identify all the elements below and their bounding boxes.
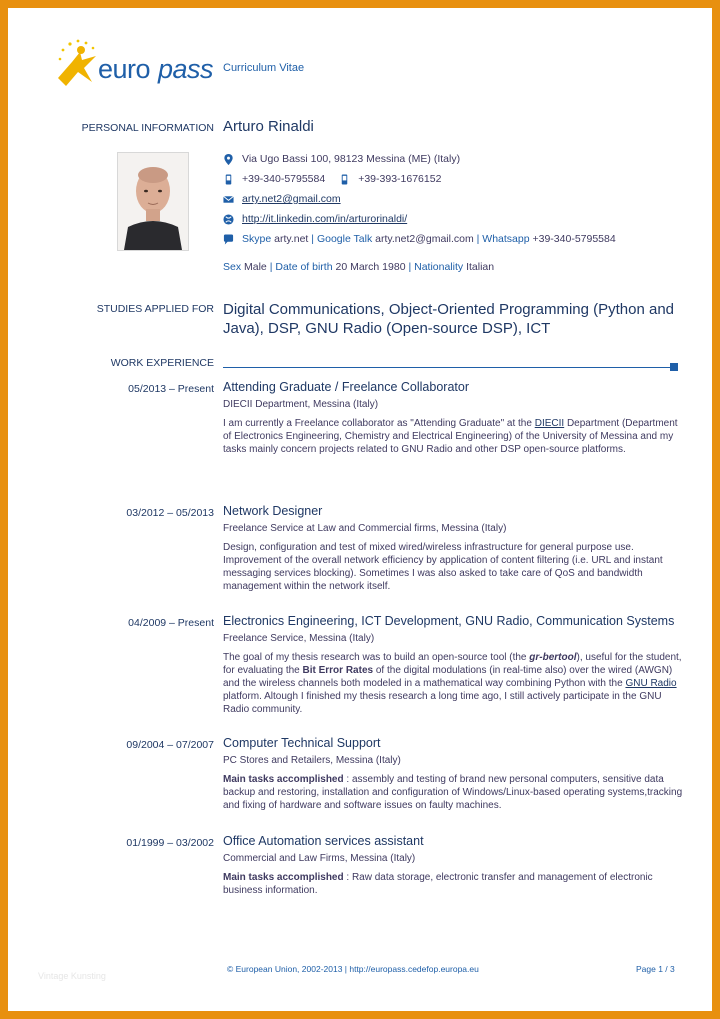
section-label-personal: PERSONAL INFORMATION xyxy=(81,122,214,134)
job-description-text: Department (Department of Electronics Engineering, Chemistry and Electrical Engineering) of the University of Messina and my tasks mainly concern projects related to GNU Radio and other DSP open-source platforms. xyxy=(223,418,678,455)
job-description-text: of the digital modulations (in real-time also) over the wired (AWGN) and the wireless channels both modeled in a mathematical way combining Python with the xyxy=(223,665,673,689)
separator: | xyxy=(311,233,315,245)
whatsapp-label: Whatsapp xyxy=(482,233,530,245)
job-description-text: : Raw data storage, electronic transfer and management of electronic business information. xyxy=(223,872,653,896)
logo-text-euro: euro xyxy=(98,54,151,84)
skype-label: Skype xyxy=(242,233,272,245)
website-link[interactable]: http://it.linkedin.com/in/arturorinaldi/ xyxy=(242,213,408,225)
phone-2: +39-393-1676152 xyxy=(358,173,442,185)
gnu-radio-link[interactable]: GNU Radio xyxy=(625,678,677,689)
address-text: Via Ugo Bassi 100, 98123 Messina (ME) (Italy) xyxy=(242,153,461,165)
sex-value: Male xyxy=(244,261,267,273)
job-description-text: I am currently a Freelance collaborator as "Attending Graduate" at the xyxy=(223,418,535,429)
job-employer: DIECII Department, Messina (Italy) xyxy=(223,399,379,410)
job-employer: PC Stores and Retailers, Messina (Italy) xyxy=(223,755,401,766)
job-dates: 05/2013 – Present xyxy=(128,383,214,395)
dob-value: 20 March 1980 xyxy=(335,261,406,273)
job-entry xyxy=(223,834,683,897)
job-description: Design, configuration and test of mixed wired/wireless infrastructure for general purpose use. Improvement of the overall network efficiency by application of content filtering (i.e. URL and instant messaging services blocking). Sometimes I was also asked to take care of QoS and bandwidth management within the network itself. xyxy=(223,542,663,592)
contact-block xyxy=(223,149,683,249)
doc-title: Curriculum Vitae xyxy=(223,62,305,74)
job-dates: 09/2004 – 07/2007 xyxy=(126,739,214,751)
section-divider xyxy=(223,367,673,368)
diecii-link[interactable]: DIECII xyxy=(534,418,565,429)
whatsapp-value: +39-340-5795584 xyxy=(532,233,616,245)
nationality-value: Italian xyxy=(466,261,495,273)
job-entry xyxy=(223,380,683,456)
separator: | xyxy=(269,261,273,273)
section-label-studies: STUDIES APPLIED FOR xyxy=(96,303,214,315)
job-employer: Freelance Service, Messina (Italy) xyxy=(223,633,375,644)
email-link[interactable]: arty.net2@gmail.com xyxy=(242,193,341,205)
job-description-text: : assembly and testing of brand new personal computers, sensitive data backup and restoring, installation and configuration of Windows/Linux-based operating systems,tracking and fixing of hardware and software issues on faulty machines. xyxy=(223,774,683,811)
job-dates: 04/2009 – Present xyxy=(128,617,214,629)
job-title: Computer Technical Support xyxy=(223,736,381,750)
job-description-text: ), useful for the student, for evaluating the xyxy=(223,652,682,676)
job-title: Network Designer xyxy=(223,504,323,518)
globe-icon xyxy=(223,214,234,225)
phone-icon xyxy=(223,174,234,185)
watermark: Vintage Kunsting xyxy=(38,971,106,981)
job-description-text: platform. Altough I finished my thesis research a long time ago, I still actively participate in the GNU Radio community. xyxy=(223,691,662,715)
studies-text: Digital Communications, Object-Oriented Programming (Python and Java), DSP, GNU Radio (Open-source DSP), ICT xyxy=(223,301,675,337)
job-description xyxy=(223,417,683,456)
job-dates: 01/1999 – 03/2002 xyxy=(126,837,214,849)
person-name: Arturo Rinaldi xyxy=(223,118,314,135)
footer-page-number: Page 1 / 3 xyxy=(636,964,675,974)
profile-photo xyxy=(117,152,189,251)
main-tasks-label: Main tasks accomplished xyxy=(223,872,344,883)
phone-row xyxy=(223,169,683,189)
separator: | xyxy=(476,233,480,245)
email-row xyxy=(223,189,683,209)
location-pin-icon xyxy=(223,154,234,165)
job-description-text: The goal of my thesis research was to build an open-source tool (the xyxy=(223,652,530,663)
job-title: Office Automation services assistant xyxy=(223,834,424,848)
gr-bertool-name: gr-bertool xyxy=(529,652,577,663)
footer-copyright: © European Union, 2002-2013 | http://europass.cedefop.europa.eu xyxy=(227,964,479,974)
section-divider-marker xyxy=(670,363,678,371)
sex-label: Sex xyxy=(223,261,242,273)
job-employer: Commercial and Law Firms, Messina (Italy) xyxy=(223,853,416,864)
job-description xyxy=(223,651,685,716)
job-entry xyxy=(223,614,685,716)
main-tasks-label: Main tasks accomplished xyxy=(223,774,344,785)
job-description xyxy=(223,871,683,897)
gtalk-value: arty.net2@gmail.com xyxy=(375,233,474,245)
nationality-label: Nationality xyxy=(414,261,464,273)
dob-label: Date of birth xyxy=(275,261,333,273)
skype-value: arty.net xyxy=(274,233,309,245)
job-entry xyxy=(223,736,683,812)
separator: | xyxy=(408,261,412,273)
section-label-work: WORK EXPERIENCE xyxy=(110,357,214,369)
email-icon xyxy=(223,194,234,205)
chat-bubble-icon xyxy=(223,234,234,245)
europass-logo xyxy=(48,38,218,94)
phone-1: +39-340-5795584 xyxy=(242,173,326,185)
job-title: Attending Graduate / Freelance Collaborator xyxy=(223,380,469,394)
address-row xyxy=(223,149,683,169)
personal-details-row xyxy=(223,261,683,273)
cv-page xyxy=(8,8,712,1011)
im-row xyxy=(223,229,683,249)
logo-text-pass: pass xyxy=(158,54,214,84)
job-entry xyxy=(223,504,683,593)
job-dates: 03/2012 – 05/2013 xyxy=(126,507,214,519)
job-title: Electronics Engineering, ICT Development, GNU Radio, Communication Systems xyxy=(223,614,675,628)
website-row xyxy=(223,209,683,229)
gtalk-label: Google Talk xyxy=(316,233,373,245)
job-description xyxy=(223,773,683,812)
job-employer: Freelance Service at Law and Commercial firms, Messina (Italy) xyxy=(223,523,507,534)
mobile-icon xyxy=(339,174,350,185)
bit-error-rates-text: Bit Error Rates xyxy=(302,665,374,676)
